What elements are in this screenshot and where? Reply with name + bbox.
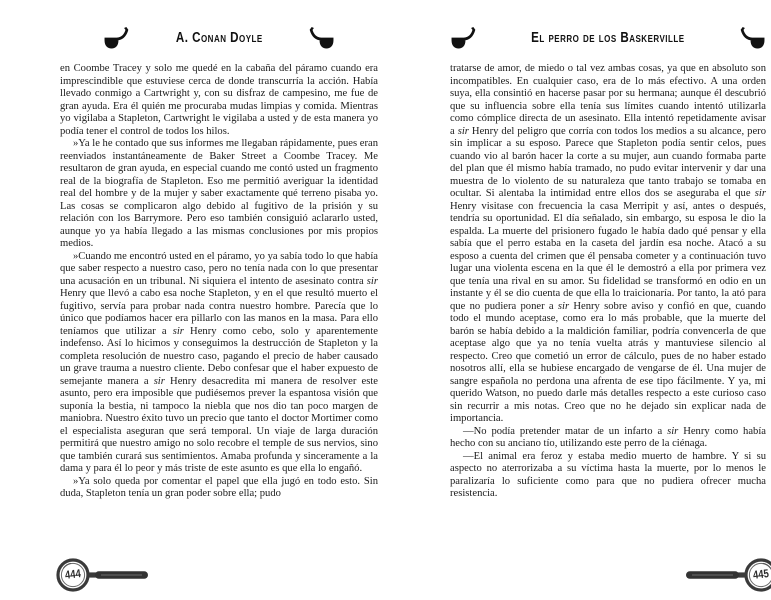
page-left-text [60, 63, 378, 501]
pipe-icon [449, 26, 476, 50]
page-number: 445 [752, 568, 770, 582]
paragraph: »Ya solo queda por comentar el papel que ella jugó en todo esto. Sin duda, Stapleton tenía un gran poder sobre ella; pudo [60, 475, 378, 499]
page-right-text [450, 63, 766, 501]
page-left [60, 0, 378, 600]
running-header-author: A. Conan Doyle [175, 30, 263, 46]
paragraph: en Coombe Tracey y solo me quedé en la cabaña del páramo cuando era imprescindible que estuviese cerca de donde transcurría la acción. Había llevado conmigo a Cartwright y, con su disfraz de campesino, me fue de gran ayuda. Era él quién me procuraba mudas limpias y comida. Mientras yo vigilaba a Stapleton, Cartwright le vigilaba a usted y de esta manera yo podía tener el control de todos los hilos. [60, 63, 378, 137]
page-left-header [60, 24, 378, 52]
pipe-icon [102, 26, 129, 50]
page-number-badge-magnifier-icon [680, 557, 771, 593]
page-right [450, 0, 770, 600]
paragraph: »Cuando me encontró usted en el páramo, yo ya sabía todo lo que había que saber respecto a nuestro caso, pero no tenía nada con lo que presentar una acusación en un tribunal. Ni siquiera el intento de asesinato contra sir Henry que llevó a cabo esa noche Stapleton, y en el que resultó muerto el fugitivo, servía para probar nada contra nuestro hombre. Parecía que lo único que podíamos hacer era pillarlo con las manos en la masa. Para ello teníamos que utilizar a sir Henry como cebo, solo y aparentemente indefenso. Así lo hicimos y conseguimos la destrucción de Stapleton y la completa resolución de nuestro caso, pagando el precio de haber causado un grave trauma a nuestro cliente. Debo confesar que el haber expuesto de semejante manera a sir Henry desacredita mi manera de resolver este asunto, pero era imposible que pudiésemos prever la espantosa visión que suponía la bestia, ni tampoco la niebla que nos dio tan poco margen de maniobra. Nuestro éxito tuvo un precio que tanto el doctor Mortimer como el especialista aseguran que será temporal. Un viaje de larga duración permitirá que nuestro amigo no solo recobre el temple de sus nervios, sino que también curará sus sentimientos. Amaba profunda y sinceramente a la dama y para él lo peor y más triste de este asunto es que ella lo engañó. [60, 250, 378, 474]
pipe-icon-mirrored [740, 26, 767, 50]
running-header-book-title: El perro de los Baskerville [531, 30, 685, 46]
page-right-header [450, 24, 766, 52]
pipe-icon-mirrored [309, 26, 336, 50]
paragraph: tratarse de amor, de miedo o tal vez ambas cosas, ya que en absoluto son incompatibles. En cualquier caso, era de lo más efectivo. A una orden suya, ella consintió en hacerse pasar por su hermana; aunque él descubrió que su influencia sobre ella tenía sus límites cuando intentó utilizarla como cómplice directa de un asesinato. Ella intentó repetidamente avisar a sir Henry del peligro que corría con todos los medios a su alcance, pero sin implicar a su esposo. Parece que Stapleton podía sentir celos, pues cuando vio al barón hacer la corte a su mujer, aun cuando formaba parte del plan que él mismo había tramado, no pudo evitar intervenir y dar una muestra de lo violento de su naturaleza que tanto trabajo se tomaba en ocultar. Si alentaba la intimidad entre ellos dos se aseguraba el que sir Henry visitase con frecuencia la casa Merripit y así, antes o después, tendría su oportunidad. El día señalado, sin embargo, su esposa le dio la espalda. La muerte del prisionero fugado le había dado qué pensar y ella sabía que el perro estaba en la caseta del jardín esa noche. Atacó a su esposo a cuenta del crimen que él pensaba cometer y a continuación tuvo lugar una violenta escena en la que él le demostró a ella por primera vez que tenía una rival en su amor. Su fidelidad se transformó en odio en un instante y él se dio cuenta de que ella lo traicionaría. Por tanto, la ató para que no pudiera poner a sir Henry sobre aviso y confió en que, cuando todo el mundo aceptase, como era lo más probable, que la muerte del barón se había debido a la maldición familiar, podría convencerla de que aceptase algo que ya no tenía vuelta atrás y mantuviese silencio al respecto. Creo que cometió un error de cálculo, pues de no haber estado nosotros allí, ella se hubiese encargado de vengarse de él. Una mujer de sangre española no perdona una afrenta de ese tipo fácilmente. Y ya, mi querido Watson, no puedo darle más detalles respecto a este curioso caso sin recurrir a mis notas. Creo que no he dejado sin explicar nada de importancia. [450, 63, 766, 424]
paragraph: —El animal era feroz y estaba medio muerto de hambre. Y si su aspecto no aterrorizaba a su víctima hasta la muerte, por lo menos le paralizaría lo suficiente como para que no pudiera ofrecer mucha resistencia. [450, 450, 766, 499]
paragraph: —No podía pretender matar de un infarto a sir Henry como había hecho con su anciano tío, utilizando este perro de la ciénaga. [450, 425, 766, 449]
paragraph: »Ya le he contado que sus informes me llegaban rápidamente, pues eran reenviados instantáneamente de Baker Street a Coombe Tracey. Me resultaron de gran ayuda, en especial cuando me contó usted un fragmento real de la biografía de Stapleton. Eso me permitió averiguar la identidad real del hombre y de la mujer y saber exactamente qué terreno pisaba yo. Las cosas se complicaron algo debido al fugitivo de la prisión y su relación con los Barrymore. Pero eso también consiguió aclararlo usted, aunque yo ya había llegado a las mismas conclusiones por mis propios medios. [60, 138, 378, 249]
page-number: 444 [64, 568, 82, 582]
page-number-badge-magnifier-icon [54, 557, 154, 593]
